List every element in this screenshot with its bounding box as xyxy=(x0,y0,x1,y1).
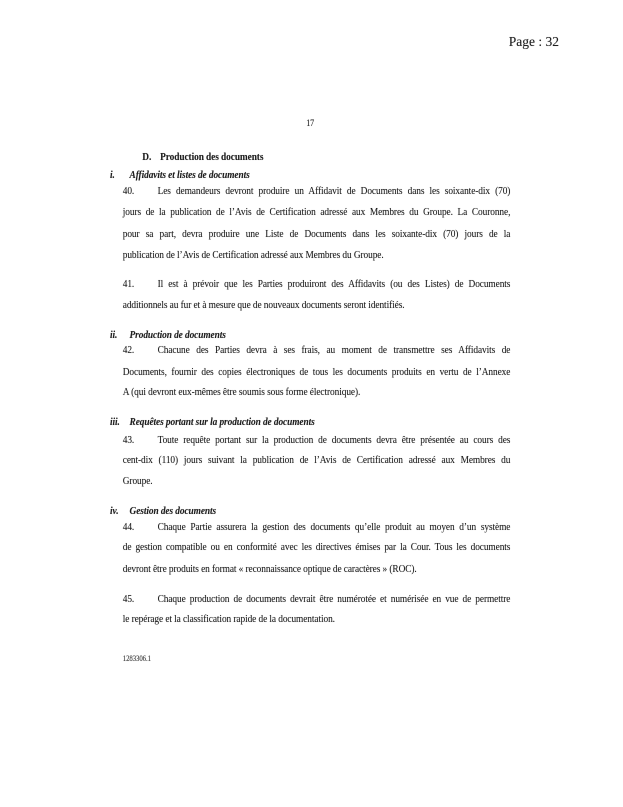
paragraph-44-line-2: de gestion compatible ou en conformité avec les directives émises par la Cour. Tous les documents xyxy=(122,541,511,553)
paragraph-44-line-3: devront être produits en format « reconnaissance optique de caractères » (ROC). xyxy=(122,563,417,575)
docket-number: 1283306.1 xyxy=(122,654,151,663)
paragraph-number: 44. xyxy=(122,521,135,533)
paragraph-40-line-1 xyxy=(123,180,511,202)
paragraph-42-line-3: A (qui devront eux-mêmes être soumis sous forme électronique). xyxy=(122,386,361,398)
page-number-header: Page : 32 xyxy=(508,34,559,49)
subsection-title: Production de documents xyxy=(129,329,226,341)
paragraph-text: Chacune des Parties devra à ses frais, au moment de transmettre ses Affidavits de xyxy=(157,344,511,356)
section-marker: D. xyxy=(142,151,152,163)
paragraph-number: 42. xyxy=(122,344,135,356)
paragraph-text: Il est à prévoir que les Parties produiront des Affidavits (ou des Listes) de Documents xyxy=(157,278,511,290)
paragraph-number: 41. xyxy=(122,278,135,290)
paragraph-number: 40. xyxy=(122,185,135,197)
paragraph-43-line-3: Groupe. xyxy=(122,475,153,487)
subsection-title: Requêtes portant sur la production de documents xyxy=(129,416,315,428)
subsection-marker: i. xyxy=(110,169,115,181)
paragraph-41-line-2: additionnels au fur et à mesure que de nouveaux documents seront identifiés. xyxy=(122,299,405,311)
paragraph-text: Toute requête portant sur la production de documents devra être présentée au cours des xyxy=(157,434,511,446)
paragraph-45-line-2: le repérage et la classification rapide de la documentation. xyxy=(122,613,335,625)
subsection-title: Gestion des documents xyxy=(129,505,217,517)
sheet-number: 17 xyxy=(306,119,315,129)
paragraph-number: 45. xyxy=(122,593,135,605)
paragraph-text: Les demandeurs devront produire un Affidavit de Documents dans les soixante-dix (70) xyxy=(157,185,511,197)
paragraph-44-line-1 xyxy=(123,516,511,538)
subsection-marker: iii. xyxy=(110,416,120,428)
paragraph-text: Chaque Partie assurera la gestion des documents qu’elle produit au moyen d’un système xyxy=(157,521,511,533)
paragraph-number: 43. xyxy=(122,434,135,446)
subsection-title: Affidavits et listes de documents xyxy=(129,169,250,181)
subsection-marker: ii. xyxy=(110,329,118,341)
paragraph-43-line-1 xyxy=(123,429,511,451)
paragraph-text: Chaque production de documents devrait être numérotée et numérisée en vue de permettre xyxy=(157,593,511,605)
section-title: Production des documents xyxy=(160,151,264,163)
subsection-marker: iv. xyxy=(110,505,119,517)
paragraph-42-line-2: Documents, fournir des copies électroniques de tous les documents produits en vertu de l’Annexe xyxy=(122,366,511,378)
paragraph-40-line-2: jours de la publication de l’Avis de Certification adressé aux Membres du Groupe. La Couronne, xyxy=(122,206,511,218)
document-body xyxy=(110,0,510,807)
paragraph-43-line-2: cent-dix (110) jours suivant la publication de l’Avis de Certification adressé aux Membres du xyxy=(122,454,511,466)
paragraph-40-line-3: pour sa part, devra produire une Liste de Documents dans les soixante-dix (70) jours de la xyxy=(122,228,511,240)
paragraph-41-line-1 xyxy=(123,273,511,295)
paragraph-42-line-1 xyxy=(123,339,511,361)
paragraph-40-line-4: publication de l’Avis de Certification adressé aux Membres du Groupe. xyxy=(122,249,384,261)
paragraph-45-line-1 xyxy=(123,588,511,610)
